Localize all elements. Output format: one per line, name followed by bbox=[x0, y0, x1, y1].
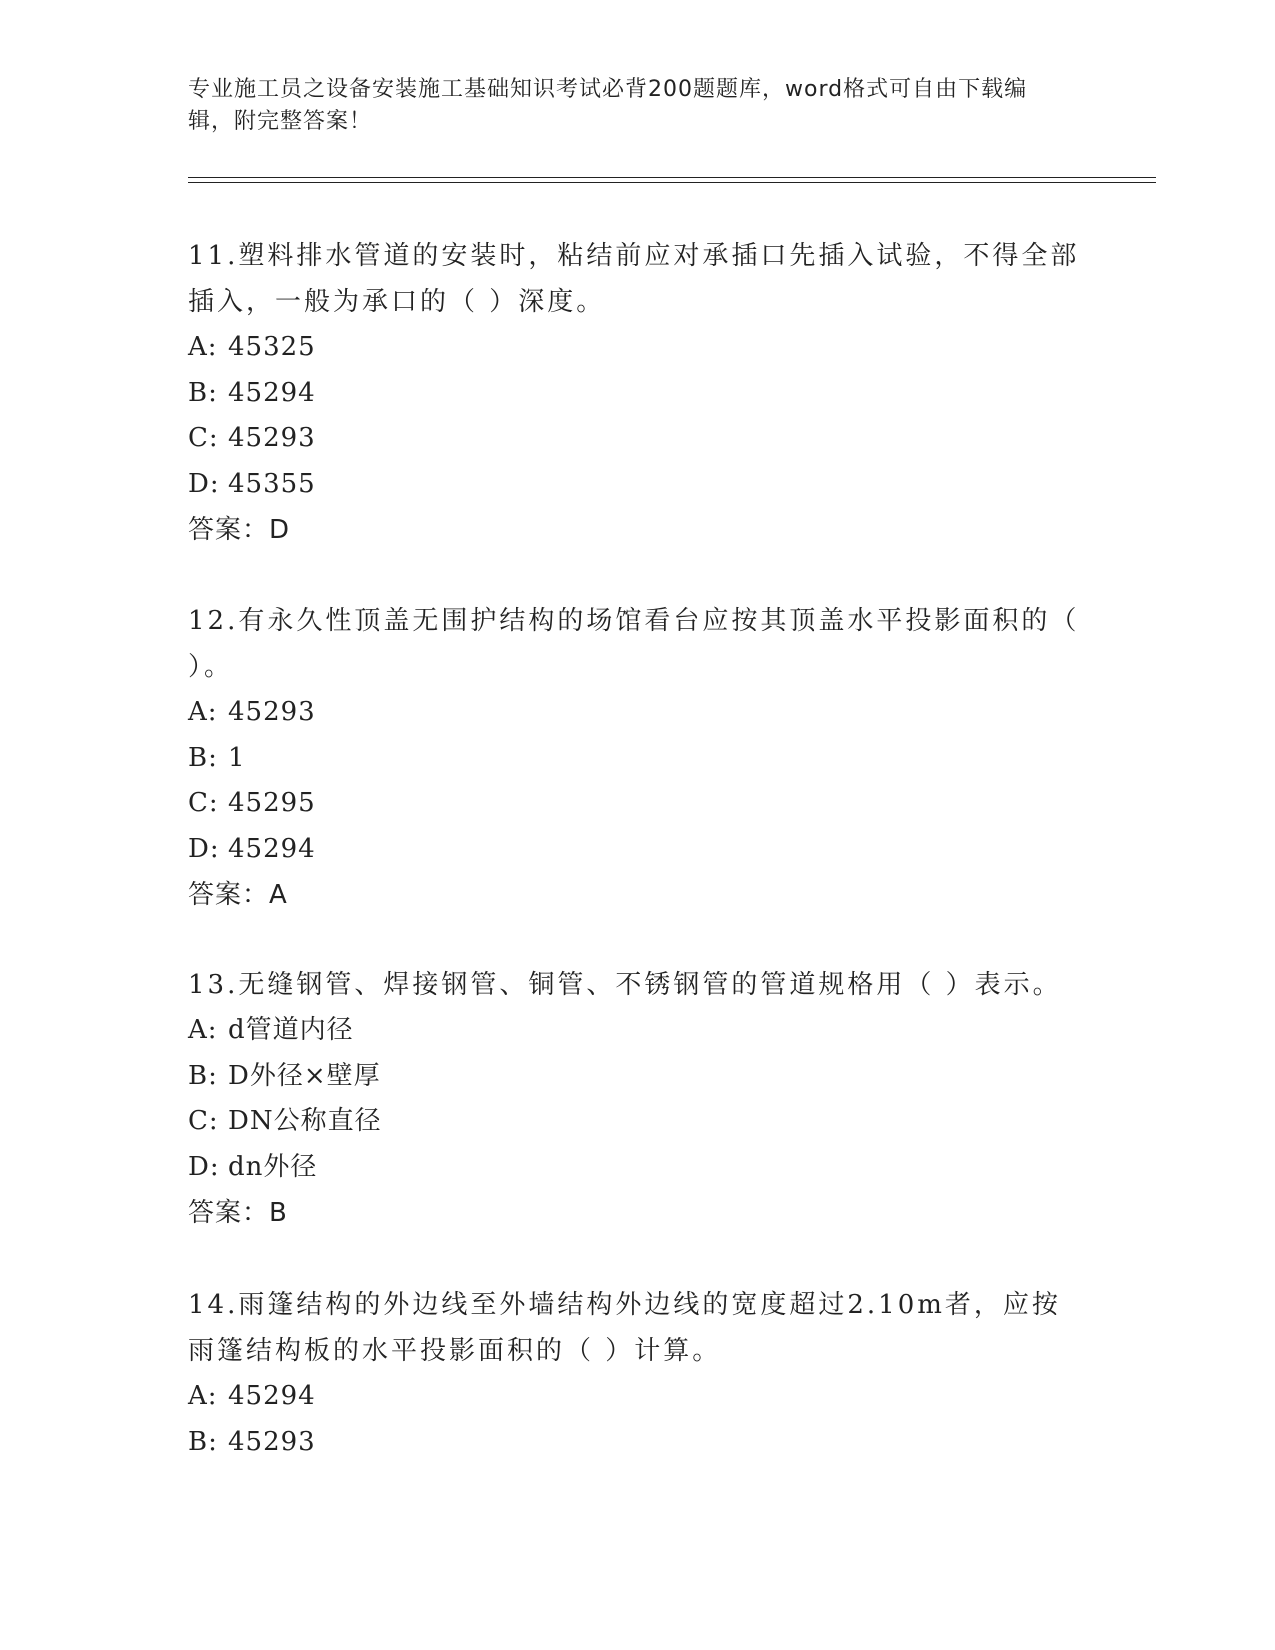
option-key: D: bbox=[188, 468, 220, 499]
question-12 bbox=[188, 598, 1088, 918]
option-text: dn外径 bbox=[228, 1151, 318, 1182]
option-key: D: bbox=[188, 1151, 220, 1182]
option-key: B: bbox=[188, 742, 218, 773]
question-stem: 12.有永久性顶盖无围护结构的场馆看台应按其顶盖水平投影面积的（ ）。 bbox=[188, 606, 1080, 682]
option-key: A: bbox=[188, 697, 218, 727]
option-text: 45294 bbox=[228, 377, 316, 408]
option-key: C: bbox=[188, 788, 219, 818]
question-stem: 11.塑料排水管道的安装时，粘结前应对承插口先插入试验，不得全部插入，一般为承口的（ ）深度。 bbox=[188, 241, 1080, 317]
option-key: B: bbox=[188, 1426, 218, 1457]
option-text: 1 bbox=[228, 742, 246, 773]
option-key: C: bbox=[188, 423, 219, 453]
option-text: 45294 bbox=[228, 1381, 316, 1411]
option-a bbox=[188, 1008, 1088, 1054]
question-13 bbox=[188, 962, 1088, 1236]
question-14 bbox=[188, 1282, 1088, 1465]
option-b bbox=[188, 371, 1088, 417]
option-d bbox=[188, 462, 1088, 508]
option-text: 45294 bbox=[228, 833, 316, 864]
option-key: D: bbox=[188, 833, 220, 864]
header-divider-bottom bbox=[188, 182, 1156, 183]
option-text: 45325 bbox=[228, 332, 316, 362]
option-c bbox=[188, 416, 1088, 462]
option-b bbox=[188, 1420, 1088, 1466]
answer: 答案：A bbox=[188, 880, 288, 910]
option-b bbox=[188, 736, 1088, 782]
option-text: DN公称直径 bbox=[228, 1106, 382, 1136]
option-text: 45293 bbox=[228, 697, 316, 727]
option-c bbox=[188, 781, 1088, 827]
question-stem: 14.雨篷结构的外边线至外墙结构外边线的宽度超过2.10m者，应按雨篷结构板的水平投影面积的（ ）计算。 bbox=[188, 1290, 1061, 1366]
option-a bbox=[188, 325, 1088, 371]
header-divider-top bbox=[188, 177, 1156, 178]
option-d bbox=[188, 1145, 1088, 1191]
option-text: D外径×壁厚 bbox=[228, 1060, 381, 1091]
option-key: A: bbox=[188, 332, 218, 362]
answer: 答案：D bbox=[188, 515, 291, 545]
option-text: 45293 bbox=[228, 1426, 316, 1457]
document-title: 专业施工员之设备安装施工基础知识考试必背200题题库，word格式可自由下载编辑，附完整答案！ bbox=[188, 77, 1028, 134]
option-key: A: bbox=[188, 1015, 218, 1045]
option-key: A: bbox=[188, 1381, 218, 1411]
option-key: C: bbox=[188, 1106, 219, 1136]
option-d bbox=[188, 827, 1088, 873]
answer: 答案：B bbox=[188, 1198, 288, 1228]
question-11 bbox=[188, 233, 1088, 553]
option-b bbox=[188, 1054, 1088, 1100]
option-text: d管道内径 bbox=[228, 1015, 354, 1045]
option-text: 45355 bbox=[228, 468, 316, 499]
option-text: 45293 bbox=[228, 423, 316, 453]
option-key: B: bbox=[188, 1060, 218, 1091]
document-header bbox=[188, 74, 1068, 138]
option-a bbox=[188, 690, 1088, 736]
question-stem: 13.无缝钢管、焊接钢管、铜管、不锈钢管的管道规格用（ ）表示。 bbox=[188, 970, 1062, 1000]
option-text: 45295 bbox=[228, 788, 316, 818]
option-key: B: bbox=[188, 377, 218, 408]
option-a bbox=[188, 1374, 1088, 1420]
option-c bbox=[188, 1099, 1088, 1145]
